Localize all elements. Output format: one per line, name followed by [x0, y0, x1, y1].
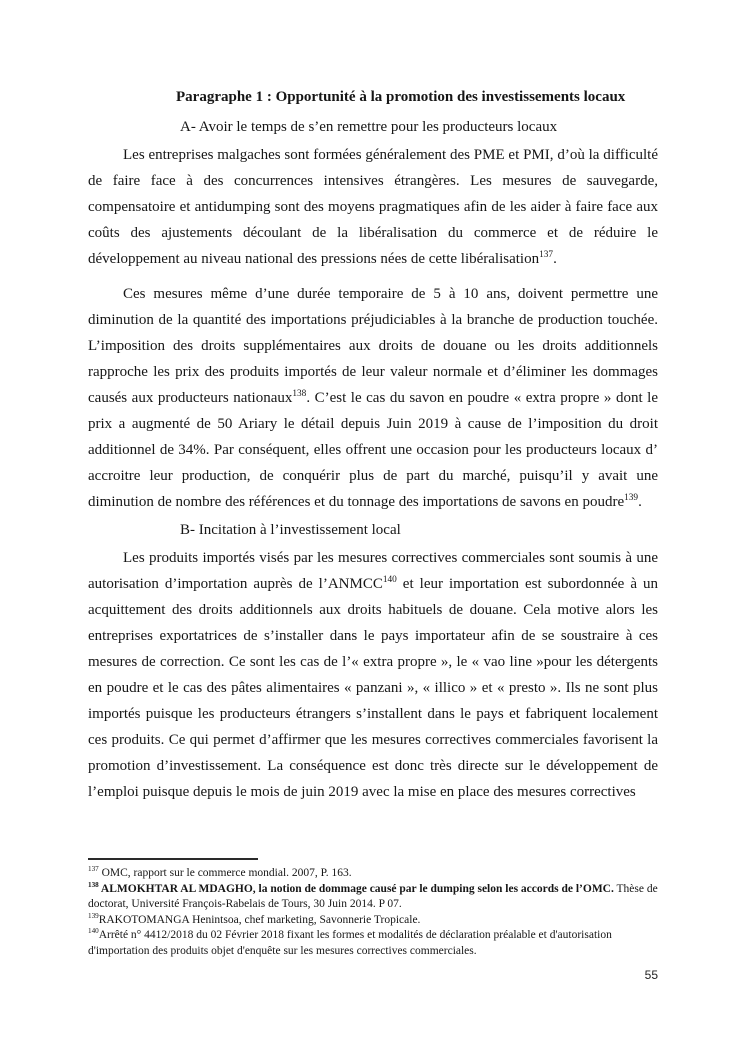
footnote-137: $^{137}$ OMC, rapport sur le commerce mondial. 2007, P. 163. — [88, 865, 352, 879]
paragraph-1-title: Paragraphe 1 : Opportunité à la promotion des investissements locaux — [176, 89, 626, 105]
body-paragraph-3: Les produits importés visés par les mesures correctives commerciales sont soumis à une autorisation d’importation auprès de l’ANMCC$^{140}$ et leur importation est subordonnée à un acquittement des droits additionnels aux droits habituels de douane. Cela motive alors les entreprises exportatrices de s’installer dans le pays importateur afin de se soustraire à ces mesures de correction. Ce sont les cas de l’« extra propre », le « vao line »pour les détergents en poudre et le cas des pâtes alimentaires « panzani », « illico » et « presto ». Ils ne sont plus importés puisque les producteurs étrangers s’installent dans le pays et fabriquent localement ces produits. Ce qui permet d’affirmer que les mesures correctives commerciales favorisent la promotion d’investissement. La conséquence est donc très directe sur le développement de l’emploi puisque depuis le mois de juin 2019 avec la mise en place des mesures correctives — [88, 550, 658, 800]
footnote-138: $^{138}$ ALMOKHTAR AL MDAGHO, la notion de dommage causé par le dumping selon les accords de l’OMC. Thèse de doctorat, Université François-Rabelais de Tours, 30 Juin 2014. P 07. — [88, 880, 658, 910]
footnote-separator-rule — [88, 858, 258, 860]
page-content — [88, 84, 658, 805]
subsection-b-heading: B- Incitation à l’investissement local — [180, 522, 401, 538]
footnote-139: $^{139}$RAKOTOMANGA Henintsoa, chef marketing, Savonnerie Tropicale. — [88, 911, 421, 926]
footnotes-section — [88, 858, 672, 959]
footnote-140: $^{140}$Arrêté n° 4412/2018 du 02 Février 2018 fixant les formes et modalités de déclaration préalable et d'autorisation d'importation des produits objet d'enquête sur les mesures correctives commerciales. — [88, 927, 612, 957]
body-paragraph-2: Ces mesures même d’une durée temporaire de 5 à 10 ans, doivent permettre une diminution de la quantité des importations préjudiciables à la branche de production touchée. L’imposition des droits supplémentaires aux droits de douane ou les droits additionnels rapproche les prix des produits importés de leur valeur normale et d’éliminer les dommages causés aux producteurs nationaux$^{138}$. C’est le cas du savon en poudre « extra propre » dont le prix a augmenté de 50 Ariary le détail depuis Juin 2019 à cause de l’imposition du droit additionnel de 34%. Par conséquent, elles offrent une occasion pour les producteurs locaux d’ accroitre leur production, de conquérir plus de part du marché, puisqu’il y avait une diminution de nombre des références et du tonnage des importations de savons en poudre$^{139}$. — [88, 286, 658, 510]
page-number: 55 — [644, 968, 658, 982]
subsection-a-heading: A- Avoir le temps de s’en remettre pour les producteurs locaux — [180, 119, 558, 135]
body-paragraph-1: Les entreprises malgaches sont formées généralement des PME et PMI, d’où la difficulté de faire face à des concurrences intensives étrangères. Les mesures de sauvegarde, compensatoire et antidumping sont des moyens pragmatiques afin de les aider à faire face aux coûts des ajustements découlant de la libéralisation du commerce et de réduire le développement au niveau national des pressions nées de cette libéralisation$^{137}$. — [88, 147, 658, 267]
